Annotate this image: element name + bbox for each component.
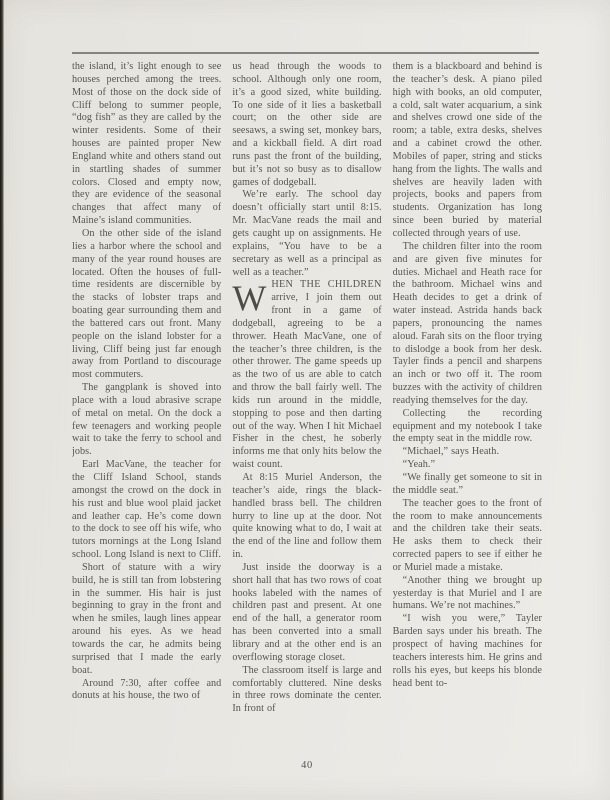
column-3 — [393, 61, 542, 761]
paragraph-dropcap — [232, 279, 381, 472]
paragraph: Around 7:30, after coffee and donuts at his house, the two of — [72, 677, 222, 702]
paragraph: Just inside the doorway is a short hall that has two rows of coat hooks labeled with the names of children past and present. At one end of the hall, a generator room has been converted into a small library and at the other end is an overflowing storage closet. — [232, 561, 382, 663]
paragraph: “I wish you were,” Tayler Barden says under his breath. The prospect of having machines for teachers interests him. He grins and rolls his eyes, but keeps his blonde head bent to- — [392, 613, 542, 689]
paragraph: The teacher goes to the front of the room to make announcements and the children take their seats. He asks them to check their corrected papers to see if either he or Muriel made a mistake. — [392, 497, 542, 573]
paragraph: “Yeah.” — [402, 459, 436, 471]
column-1 — [72, 61, 221, 761]
paragraph: Collecting the recording equipment and my notebook I take the empty seat in the middle row. — [392, 407, 542, 445]
drop-cap-letter: W — [232, 278, 267, 319]
paragraph: “We finally get someone to sit in the middle seat.” — [392, 472, 542, 496]
paragraph: On the other side of the island lies a harbor where the school and many of the year round houses are located. Often the houses of full-time residents are discernible by the stacks of lobster traps and boating gear surrounding them and the battered cars out front. Many people on the island lobster for a living, Cliff being just far enough away from Portland to discourage most commuters. — [72, 227, 222, 381]
paragraph: The classroom itself is large and comfortably cluttered. Nine desks in three rows dominate the center. In front of — [232, 664, 382, 715]
paragraph: At 8:15 Muriel Anderson, the teacher’s aide, rings the black-handled brass bell. The children hurry to line up at the door. Not quite knowing what to do, I wait at the end of the line and follow them in. — [232, 472, 382, 561]
paragraph: Earl MacVane, the teacher for the Cliff Island School, stands amongst the crowd on the dock in his rust and blue wool plaid jacket and leather cap. He’s come down to the dock to see off his wife, who tutors mornings at the Long Island school. Long Island is next to Cliff. — [72, 459, 222, 561]
paragraph-text: arrive, I join them out front in a game of dodgeball, agreeing to be a thrower. Heath MacVane, one of the teacher’s three children, is the other thrower. The game speeds up as the two of us are able to catch and throw the ball fairly well. The kids run around in the middle, stopping to pose and then darting out of the way. When I hit Michael Fisher in the chest, he soberly informs me that only hits below the waist count. — [232, 292, 382, 471]
paragraph: “Another thing we brought up yesterday is that Muriel and I are humans. We’re not machines.” — [392, 574, 542, 612]
paragraph: us head through the woods to school. Although only one room, it’s a good sized, white building. To one side of it lies a basketball court; on the other side are seesaws, a swing set, monkey bars, and a kickball field. A dirt road runs past the front of the building, but it’s not so busy as to disallow games of dodgeball. — [232, 61, 382, 188]
header-rule — [72, 52, 539, 54]
paragraph: The gangplank is shoved into place with a loud abrasive scrape of metal on metal. On the dock a few teenagers and working people wait to take the ferry to school and jobs. — [72, 382, 222, 458]
column-2 — [232, 61, 381, 761]
paragraph: Short of stature with a wiry build, he is still tan from lobstering in the summer. His hair is just beginning to gray in the front and when he smiles, laugh lines appear around his eyes. As we head towards the car, he admits being surprised that I made the early boat. — [72, 561, 222, 676]
page-number: 40 — [301, 760, 313, 771]
scan-gutter-edge — [0, 0, 4, 800]
paragraph: the island, it’s light enough to see houses perched among the trees. Most of those on the dock side of Cliff belong to summer people, “dog fish” as they are called by the winter residents. Some of their houses are painted proper New England white and others stand out in startling shades of summer colors. Closed and empty now, they are evidence of the seasonal changes that affect many of Maine’s island communities. — [72, 61, 222, 227]
paragraph: The children filter into the room and are given five minutes for duties. Michael and Heath race for the bathroom. Michael wins and Heath decides to get a drink of water instead. Astrida hands back papers, pronouncing the names aloud. Farah sits on the floor trying to dislodge a book from her desk. Tayler finds a pencil and sharpens an inch or two off it. The room buzzes with the activity of children readying themselves for the day. — [392, 240, 542, 406]
paragraph: We’re early. The school day doesn’t officially start until 8:15. Mr. MacVane reads the mail and gets caught up on assignments. He explains, “You have to be a secretary as well as a principal as well as a teacher.” — [232, 189, 382, 278]
paragraph: “Michael,” says Heath. — [402, 446, 500, 458]
text-columns — [72, 61, 542, 761]
paragraph: them is a blackboard and behind is the teacher’s desk. A piano piled high with books, an old computer, a cold, salt water acquarium, a sink and shelves crowd one side of the room; a table, extra desks, shelves and a cabinet crowd the other. Mobiles of paper, string and sticks hang from the lights. The walls and shelves are heavily laden with projects, books and papers from students. Organization has long since been buried by material collected through years of use. — [392, 61, 542, 239]
lead-capitals: HEN THE CHILDREN — [271, 279, 382, 291]
